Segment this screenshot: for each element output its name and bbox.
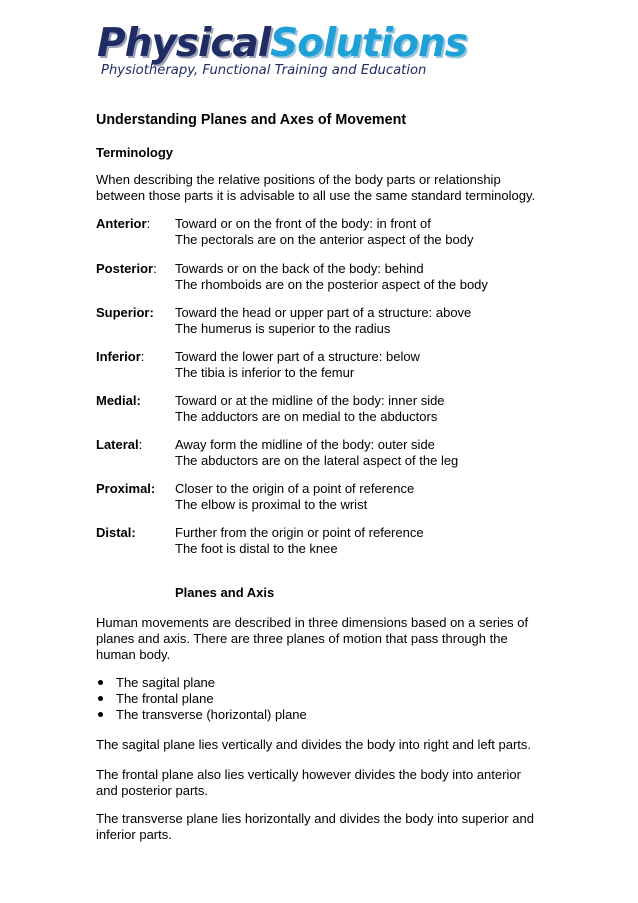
term-label: Lateral (96, 437, 139, 452)
term-anterior (96, 216, 150, 232)
term-example: The foot is distal to the knee (175, 541, 338, 556)
term-example: The abductors are on the lateral aspect of the leg (175, 453, 459, 468)
planes-para3-line-1: The frontal plane also lies vertically however divides the body into anterior (96, 767, 521, 782)
planes-para4-line-1: The transverse plane lies horizontally and divides the body into superior and (96, 811, 534, 826)
page-title: Understanding Planes and Axes of Movement (96, 112, 407, 128)
bullet-icon (98, 696, 103, 701)
terminology-intro-line-1: When describing the relative positions of the body parts or relationship (96, 172, 501, 187)
term-superior (96, 305, 154, 321)
list-item-text: The transverse (horizontal) plane (116, 707, 307, 722)
term-definition: Towards or on the back of the body: behind (175, 261, 424, 276)
logo-wordmark (97, 22, 467, 66)
term-definition: Toward the lower part of a structure: below (175, 349, 420, 364)
terminology-intro-line-2: between those parts it is advisable to all use the same standard terminology. (96, 188, 536, 203)
planes-para4-line-2: inferior parts. (96, 827, 172, 842)
term-definition: Closer to the origin of a point of reference (175, 481, 415, 496)
term-inferior (96, 349, 144, 365)
planes-heading: Planes and Axis (175, 585, 275, 600)
term-label: Anterior (96, 216, 147, 231)
list-item-text: The sagital plane (116, 675, 216, 690)
term-example: The tibia is inferior to the femur (175, 365, 355, 380)
planes-para1-line-2: planes and axis. There are three planes of motion that pass through the (96, 631, 508, 646)
planes-para1-line-3: human body. (96, 647, 171, 662)
term-example: The humerus is superior to the radius (175, 321, 391, 336)
term-medial (96, 393, 141, 409)
term-example: The adductors are on medial to the abductors (175, 409, 438, 424)
planes-para2: The sagital plane lies vertically and divides the body into right and left parts. (96, 737, 532, 752)
terminology-heading: Terminology (96, 145, 174, 160)
term-example: The pectorals are on the anterior aspect of the body (175, 232, 474, 247)
logo-word-physical: Physical (97, 21, 271, 66)
term-colon: : (153, 261, 157, 276)
term-colon: : (146, 216, 151, 231)
planes-para1-line-1: Human movements are described in three dimensions based on a series of (96, 615, 529, 630)
term-posterior (96, 261, 157, 277)
term-colon: : (140, 349, 145, 364)
bullet-icon (98, 680, 103, 685)
term-definition: Toward or at the midline of the body: inner side (175, 393, 445, 408)
list-item-text: The frontal plane (116, 691, 214, 706)
term-label: Medial: (96, 393, 141, 408)
planes-para3-line-2: and posterior parts. (96, 783, 209, 798)
term-label: Proximal: (96, 481, 156, 496)
term-definition: Toward the head or upper part of a structure: above (175, 305, 472, 320)
logo-word-solutions: Solutions (270, 21, 467, 66)
term-label: Posterior (96, 261, 154, 276)
term-distal (96, 525, 136, 541)
logo-tagline: Physiotherapy, Functional Training and Education (101, 63, 427, 78)
term-label: Superior: (96, 305, 154, 320)
term-label: Distal: (96, 525, 136, 540)
physical-solutions-logo (97, 22, 507, 82)
term-example: The rhomboids are on the posterior aspect of the body (175, 277, 488, 292)
bullet-icon (98, 712, 103, 717)
term-lateral (96, 437, 142, 453)
term-definition: Away form the midline of the body: outer side (175, 437, 435, 452)
term-definition: Further from the origin or point of reference (175, 525, 424, 540)
term-example: The elbow is proximal to the wrist (175, 497, 368, 512)
term-proximal (96, 481, 155, 497)
term-colon: : (138, 437, 143, 452)
term-definition: Toward or on the front of the body: in front of (175, 216, 431, 231)
term-label: Inferior (96, 349, 141, 364)
